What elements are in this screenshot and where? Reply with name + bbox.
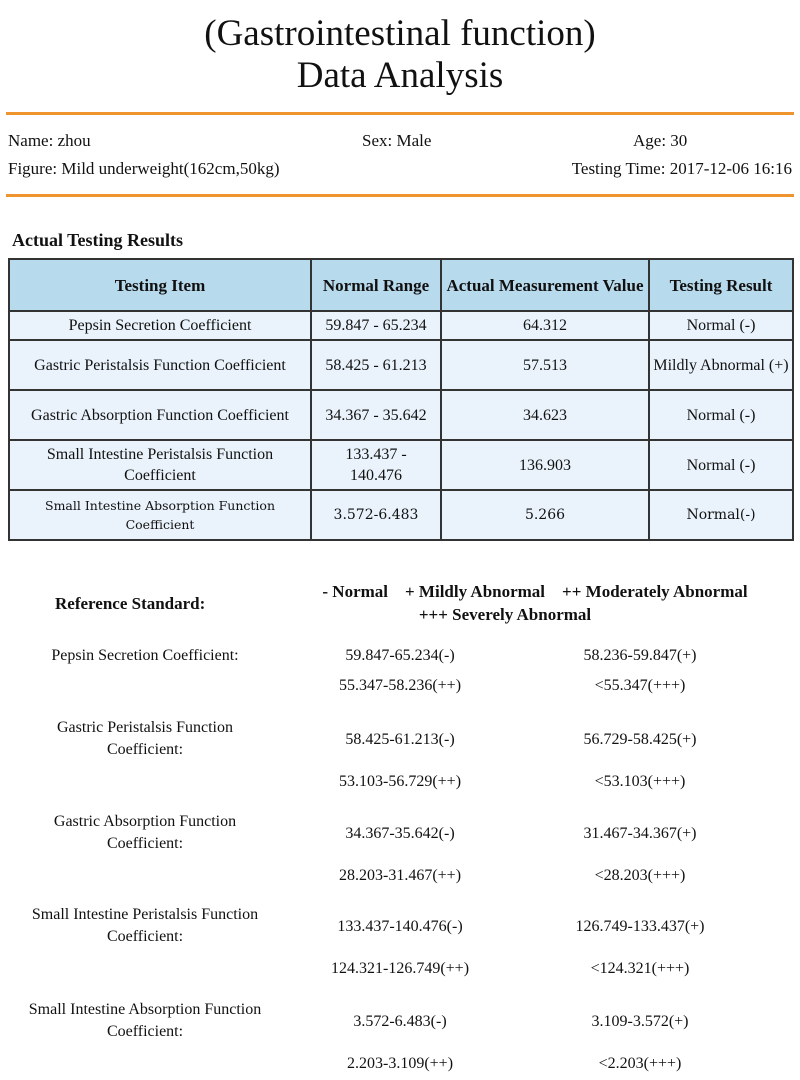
reference-range: 34.367-35.642(-) [345,825,455,842]
reference-range: 55.347-58.236(++) [338,677,462,694]
testing-result: Normal (-) [649,440,793,490]
reference-range: <2.203(+++) [598,1055,682,1072]
reference-range: 3.572-6.483(-) [353,1013,447,1030]
testing-item: Small Intestine Peristalsis Function Coefficient [9,440,311,490]
reference-heading: Reference Standard: [55,594,206,613]
reference-item-label: Pepsin Secretion Coefficient: [51,647,239,664]
reference-range: 133.437-140.476(-) [337,918,463,935]
reference-range: 56.729-58.425(+) [583,731,697,748]
reference-range: 126.749-133.437(+) [575,918,705,935]
reference-item-label: Small Intestine Peristalsis Function Coefficient: [31,906,259,945]
reference-range: <28.203(+++) [594,867,686,884]
title-line-1: (Gastrointestinal function) [204,13,596,54]
reference-range: <55.347(+++) [594,677,686,694]
table-row [9,440,793,490]
table-row [9,390,793,440]
title-line-2: Data Analysis [296,55,504,96]
reference-range: 31.467-34.367(+) [583,825,697,842]
divider [6,194,794,197]
reference-range: 2.203-3.109(++) [346,1055,454,1072]
column-header: Testing Item [9,259,311,311]
legend: - Normal + Mildly Abnormal ++ Moderately Abnormal [322,582,748,601]
results-heading: Actual Testing Results [12,230,184,250]
normal-range: 58.425 - 61.213 [311,340,441,390]
age: Age: 30 [633,131,688,150]
measurement-value: 34.623 [441,390,649,440]
testing-item: Pepsin Secretion Coefficient [9,311,311,340]
measurement-value: 64.312 [441,311,649,340]
testing-time: Testing Time: 2017-12-06 16:16 [571,159,792,178]
normal-range: 59.847 - 65.234 [311,311,441,340]
reference-range: 124.321-126.749(++) [330,960,470,977]
column-header: Normal Range [311,259,441,311]
testing-item: Small Intestine Absorption Function Coefficient [9,490,311,540]
figure: Figure: Mild underweight(162cm,50kg) [8,159,280,178]
testing-item: Gastric Absorption Function Coefficient [9,390,311,440]
reference-range: <124.321(+++) [590,960,690,977]
reference-item-label: Gastric Absorption Function Coefficient: [53,813,237,852]
measurement-value: 57.513 [441,340,649,390]
reference-range: 3.109-3.572(+) [591,1013,689,1030]
table-row [9,311,793,340]
name: Name: zhou [8,131,91,150]
normal-range: 34.367 - 35.642 [311,390,441,440]
divider [6,112,794,115]
reference-item-label: Gastric Peristalsis Function Coefficient: [57,719,233,758]
measurement-value: 5.266 [441,490,649,540]
reference-range: 58.425-61.213(-) [345,731,455,748]
column-header: Actual Measurement Value [441,259,649,311]
testing-result: Normal (-) [649,390,793,440]
normal-range: 3.572-6.483 [311,490,441,540]
results-table [8,258,794,541]
testing-result: Normal (-) [649,311,793,340]
testing-item: Gastric Peristalsis Function Coefficient [9,340,311,390]
measurement-value: 136.903 [441,440,649,490]
reference-range: 28.203-31.467(++) [338,867,462,884]
sex: Sex: Male [362,131,432,150]
reference-range: 59.847-65.234(-) [345,647,455,664]
testing-result: Normal(-) [649,490,793,540]
reference-item-label: Small Intestine Absorption Function Coefficient: [28,1001,262,1040]
table-row [9,340,793,390]
table-row [9,490,793,540]
reference-range: 58.236-59.847(+) [583,647,697,664]
legend: +++ Severely Abnormal [418,605,592,624]
column-header: Testing Result [649,259,793,311]
reference-range: <53.103(+++) [594,773,686,790]
reference-range: 53.103-56.729(++) [338,773,462,790]
normal-range: 133.437 - 140.476 [311,440,441,490]
testing-result: Mildly Abnormal (+) [649,340,793,390]
